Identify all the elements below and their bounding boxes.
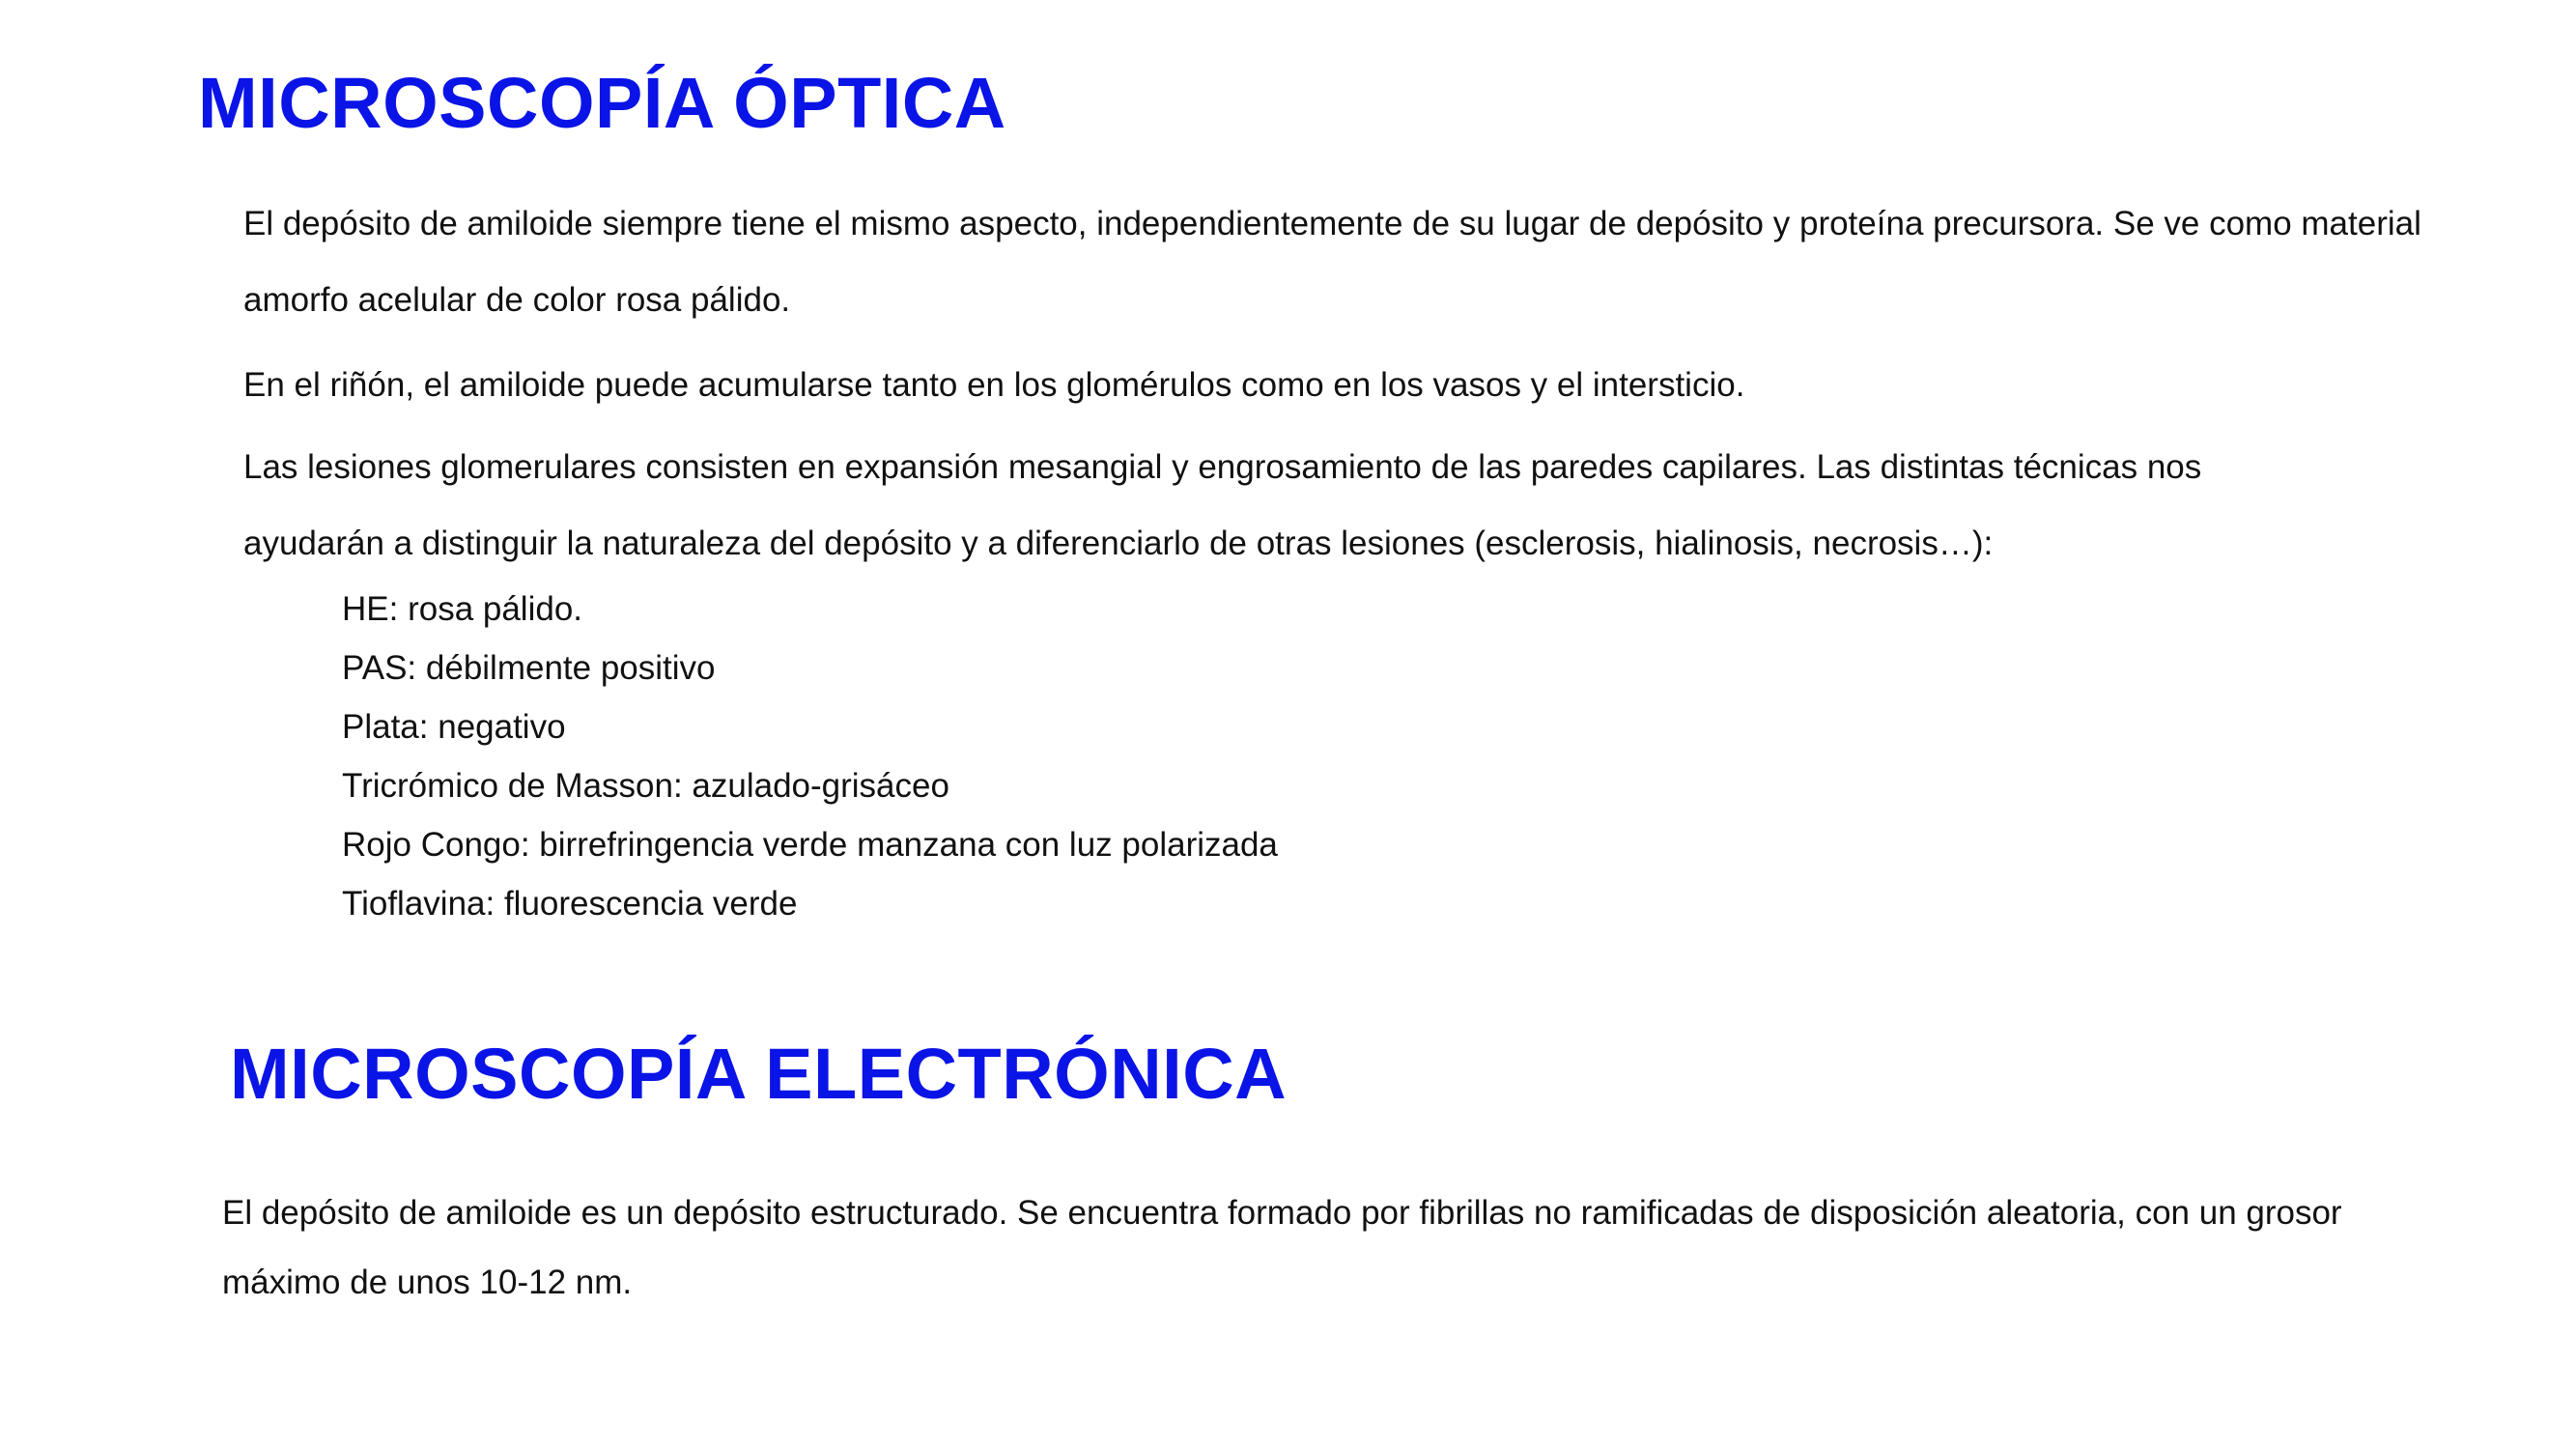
electronica-paragraph-estructura: El depósito de amiloide es un depósito estructurado. Se encuentra formado por fibrillas no ramificadas de disposición aleatoria, con un grosor máximo de unos 10-12 nm. bbox=[222, 1194, 2342, 1301]
stain-item-tioflavina: Tioflavina: fluorescencia verde bbox=[342, 885, 798, 923]
stain-item-plata: Plata: negativo bbox=[342, 708, 566, 746]
optica-paragraph-lesiones: Las lesiones glomerulares consisten en expansión mesangial y engrosamiento de las paredes capilares. Las distintas técnicas nos ayudarán a distinguir la naturaleza del depósito y a diferenciarlo de otras lesiones (esclerosis, hialinosis, necrosis…): bbox=[243, 448, 2202, 562]
stain-item-masson: Tricrómico de Masson: azulado-grisáceo bbox=[342, 767, 949, 805]
stain-item-he: HE: rosa pálido. bbox=[342, 590, 583, 628]
optica-paragraph-aspecto: El depósito de amiloide siempre tiene el mismo aspecto, independientemente de su lugar de depósito y proteína precursora. Se ve como material amorfo acelular de color rosa pálido. bbox=[243, 205, 2421, 319]
section-title-microscopia-optica: MICROSCOPÍA ÓPTICA bbox=[198, 63, 1006, 143]
stain-list bbox=[342, 580, 1278, 933]
stain-item-pas: PAS: débilmente positivo bbox=[342, 649, 716, 687]
stain-item-rojo-congo: Rojo Congo: birrefringencia verde manzana con luz polarizada bbox=[342, 826, 1278, 864]
optica-paragraph-rinon: En el riñón, el amiloide puede acumularse tanto en los glomérulos como en los vasos y el intersticio. bbox=[243, 366, 1745, 404]
section-title-microscopia-electronica: MICROSCOPÍA ELECTRÓNICA bbox=[230, 1034, 1288, 1114]
